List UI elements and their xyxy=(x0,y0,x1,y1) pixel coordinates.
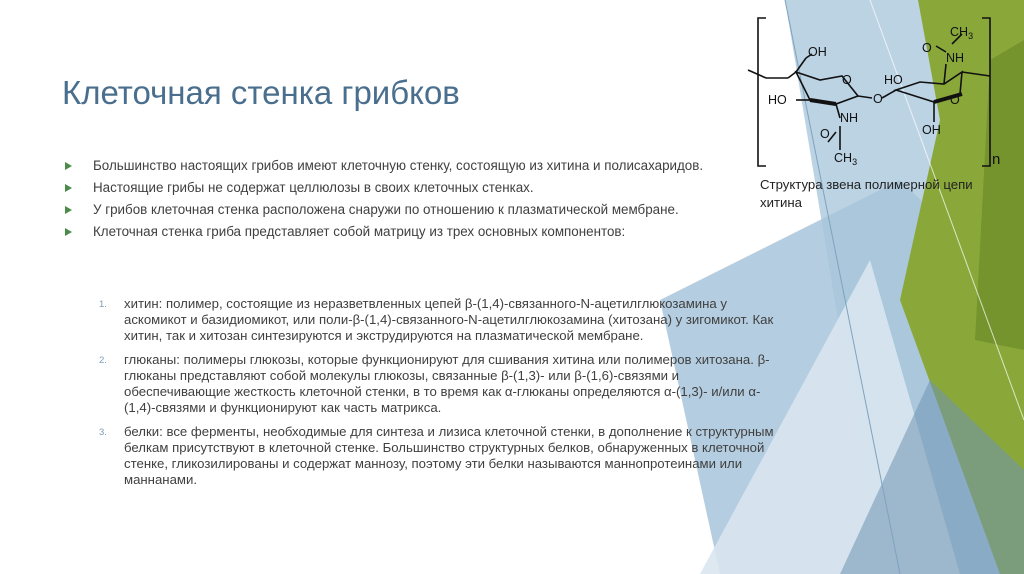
triangle-bullet-icon xyxy=(65,228,72,236)
item-number: 2. xyxy=(99,355,107,366)
label-ch3-left: $CH_3$ xyxy=(834,151,858,167)
page-title: Клеточная стенка грибков xyxy=(62,74,460,111)
label-repeat-n: n xyxy=(992,151,1001,168)
item-text: глюканы: полимеры глюкозы, которые функционируют для сшивания хитина или полимеров хитозана. β-глюканы представляют собой молекулы глюкозы, связанные β-(1,3)- или β-(1,6)-связями и обеспечивающие жесткость клеточной стенки, в то время как α-глюканы определяются α-(1,3)- и/или α-(1,4)-связями и функционируют как часть матрикса. xyxy=(124,352,770,415)
label-o-bridge: O xyxy=(873,92,883,106)
bullet-item xyxy=(62,180,742,196)
triangle-bullet-icon xyxy=(65,206,72,214)
bullet-list xyxy=(62,158,742,246)
triangle-bullet-icon xyxy=(65,162,72,170)
label-ho-left: HO xyxy=(768,93,787,107)
bracket-left xyxy=(758,18,766,166)
bracket-right xyxy=(982,18,990,166)
numbered-item xyxy=(99,296,775,344)
label-o-carbonyl-left: O xyxy=(820,127,830,141)
label-ch3-right: $CH_3$ xyxy=(950,25,974,41)
label-ho-right: HO xyxy=(884,73,903,87)
label-o-ring-left: O xyxy=(842,73,852,87)
numbered-list xyxy=(99,296,775,496)
item-number: 1. xyxy=(99,299,107,310)
bullet-text: Настоящие грибы не содержат целлюлозы в своих клеточных стенках. xyxy=(93,180,534,195)
item-text: хитин: полимер, состоящие из неразветвленных цепей β-(1,4)-связанного-N-ацетилглюкозамина у аскомикот и базидиомикот, или поли-β-(1,4)-связанного-N-ацетилглюкозамина (хитозана) у зигомикот. Как хитин, так и хитозан синтезируются и экструдируются на плазматической мембране. xyxy=(124,296,774,343)
item-text: белки: все ферменты, необходимые для синтеза и лизиса клеточной стенки, в дополнение к структурным белкам присутствуют в клеточной стенке. Большинство структурных белков, обнаруженных в клеточной стенке, гликозилированы и содержат маннозу, поэтому эти белки называются маннопротеинами или маннанами. xyxy=(124,424,774,487)
triangle-bullet-icon xyxy=(65,184,72,192)
label-nh-left: NH xyxy=(840,111,859,125)
label-o-carbonyl-right: O xyxy=(922,41,932,55)
numbered-item xyxy=(99,424,775,488)
label-oh-bottom-right: OH xyxy=(922,123,941,137)
label-oh-top-left: OH xyxy=(808,45,827,59)
chitin-formula xyxy=(740,14,1010,174)
bullet-item xyxy=(62,158,742,174)
numbered-item xyxy=(99,352,775,416)
bullet-text: Большинство настоящих грибов имеют клеточную стенку, состоящую из хитина и полисахаридов. xyxy=(93,158,704,173)
formula-caption: Структура звена полимерной цепи хитина xyxy=(760,177,973,210)
label-nh-right: NH xyxy=(946,51,965,65)
bullet-text: У грибов клеточная стенка расположена снаружи по отношению к плазматической мембране. xyxy=(93,202,679,217)
label-o-ring-right: O xyxy=(950,93,960,107)
bullet-item xyxy=(62,224,742,240)
bullet-item xyxy=(62,202,742,218)
bullet-text: Клеточная стенка гриба представляет собой матрицу из трех основных компонентов: xyxy=(93,224,626,239)
item-number: 3. xyxy=(99,427,107,438)
